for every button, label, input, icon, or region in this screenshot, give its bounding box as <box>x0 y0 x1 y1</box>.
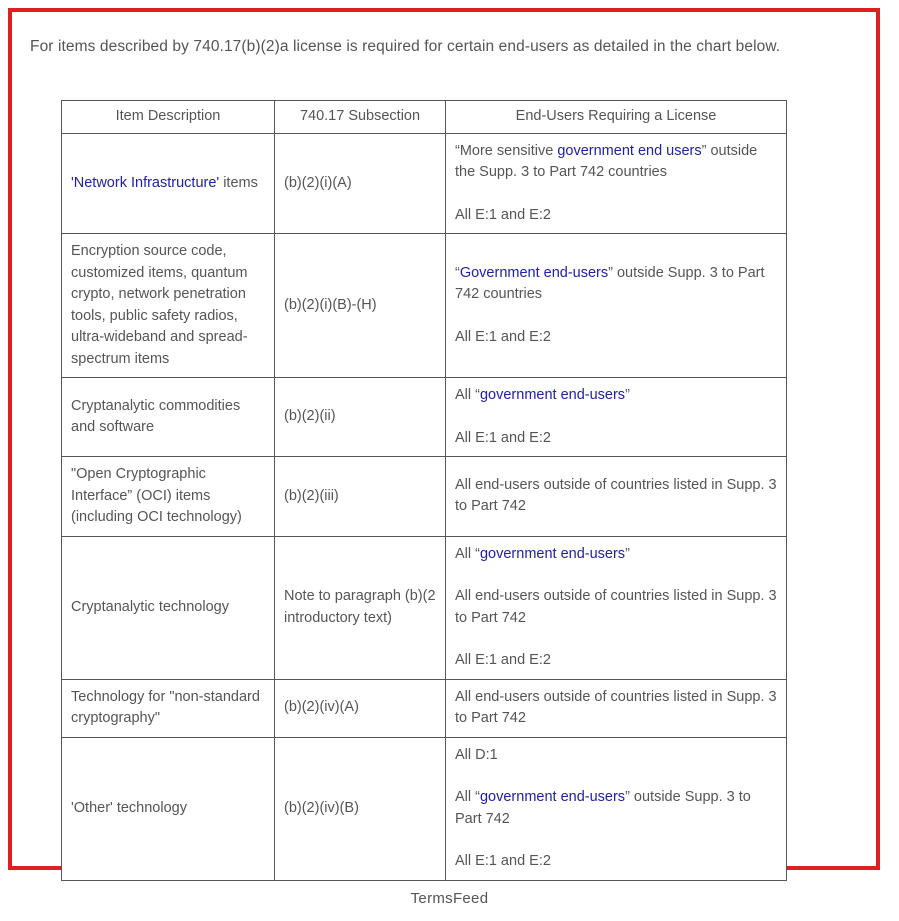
table-row <box>62 378 787 457</box>
column-header-subsection: 740.17 Subsection <box>275 101 446 134</box>
paragraph-spacer <box>455 766 777 787</box>
subsection-text: (b)(2)(iv)(B) <box>284 799 359 816</box>
subsection-text: (b)(2)(ii) <box>284 408 336 425</box>
license-requirements-table <box>61 100 787 881</box>
cell-item-description <box>62 679 275 737</box>
cell-subsection <box>275 234 446 378</box>
cell-item-description <box>62 737 275 880</box>
item-description-text: Cryptanalytic technology <box>71 598 229 615</box>
paragraph-spacer <box>455 306 777 327</box>
table-row <box>62 457 787 537</box>
cell-subsection <box>275 133 446 234</box>
end-users-paragraph: All E:1 and E:2 <box>455 328 551 345</box>
end-users-paragraph: All “government end-users” <box>455 387 630 403</box>
end-users-paragraph: “Government end-users” outside Supp. 3 to Part 742 countries <box>455 264 765 303</box>
item-description-link[interactable]: 'Network Infrastructure' <box>71 174 220 191</box>
end-users-paragraph: All “government end-users” outside Supp. 3 to Part 742 <box>455 789 751 827</box>
subsection-text: (b)(2)(i)(B)-(H) <box>284 296 377 313</box>
subsection-text: (b)(2)(iii) <box>284 487 339 504</box>
cell-end-users <box>446 737 787 880</box>
cell-item-description: 'Network Infrastructure' items <box>62 133 275 234</box>
item-description-text: "Open Cryptographic Interface” (OCI) items (including OCI technology) <box>71 466 242 525</box>
cell-item-description <box>62 234 275 378</box>
table-row <box>62 133 787 234</box>
table-header <box>62 101 787 134</box>
end-users-paragraph: All E:1 and E:2 <box>455 206 551 223</box>
government-end-users-link[interactable]: Government end-users <box>459 264 609 281</box>
item-description-text: Cryptanalytic commodities and software <box>71 397 241 435</box>
cell-subsection <box>275 378 446 457</box>
footer-brand: TermsFeed <box>410 890 489 907</box>
table-header-row <box>62 101 787 134</box>
cell-item-description <box>62 378 275 457</box>
column-header-end-users: End-Users Requiring a License <box>446 101 787 134</box>
paragraph-spacer <box>455 830 777 851</box>
subsection-text: (b)(2)(i)(A) <box>284 174 352 191</box>
paragraph-spacer <box>455 565 777 586</box>
end-users-paragraph: All E:1 and E:2 <box>455 652 551 668</box>
cell-subsection <box>275 737 446 880</box>
paragraph-spacer <box>455 407 777 428</box>
cell-end-users <box>446 234 787 378</box>
subsection-text: Note to paragraph (b)(2 introductory text) <box>284 588 436 626</box>
end-users-paragraph: All E:1 and E:2 <box>455 429 551 446</box>
table-row <box>62 536 787 679</box>
cell-end-users <box>446 679 787 737</box>
subsection-text: (b)(2)(iv)(A) <box>284 699 359 716</box>
end-users-paragraph: All E:1 and E:2 <box>455 853 551 869</box>
government-end-users-link[interactable]: government end-users <box>479 387 626 403</box>
intro-paragraph: For items described by 740.17(b)(2)a license is required for certain end-users as detailed in the chart below. <box>30 37 781 55</box>
cell-item-description <box>62 536 275 679</box>
cell-end-users <box>446 378 787 457</box>
end-users-paragraph: All end-users outside of countries listed in Supp. 3 to Part 742 <box>455 476 777 515</box>
column-header-item-description: Item Description <box>62 101 275 134</box>
item-description-text: Technology for "non-standard cryptography" <box>71 688 260 726</box>
cell-subsection <box>275 679 446 737</box>
cell-end-users <box>446 133 787 234</box>
table-row <box>62 737 787 880</box>
government-end-users-link[interactable]: government end-users <box>479 789 626 805</box>
paragraph-spacer <box>455 184 777 205</box>
highlight-box <box>8 8 880 870</box>
end-users-paragraph: All “government end-users” <box>455 545 630 562</box>
government-end-users-link[interactable]: government end-users <box>479 545 626 562</box>
end-users-paragraph: All end-users outside of countries listed in Supp. 3 to Part 742 <box>455 588 777 626</box>
cell-item-description <box>62 457 275 537</box>
item-description-text: Encryption source code, customized items, quantum crypto, network penetration tools, public safety radios, ultra-wideband and spread-spectrum items <box>71 243 248 367</box>
table-body <box>62 133 787 880</box>
cell-subsection <box>275 536 446 679</box>
paragraph-spacer <box>455 629 777 650</box>
end-users-paragraph: All end-users outside of countries listed in Supp. 3 to Part 742 <box>455 688 777 726</box>
end-users-paragraph: “More sensitive government end users” outside the Supp. 3 to Part 742 countries <box>455 142 758 180</box>
cell-end-users <box>446 536 787 679</box>
cell-end-users <box>446 457 787 537</box>
table-row <box>62 679 787 737</box>
government-end-users-link[interactable]: government end users <box>557 142 702 159</box>
table-row <box>62 234 787 378</box>
end-users-paragraph: All D:1 <box>455 746 498 763</box>
item-description-text: 'Other' technology <box>71 799 187 816</box>
cell-subsection <box>275 457 446 537</box>
